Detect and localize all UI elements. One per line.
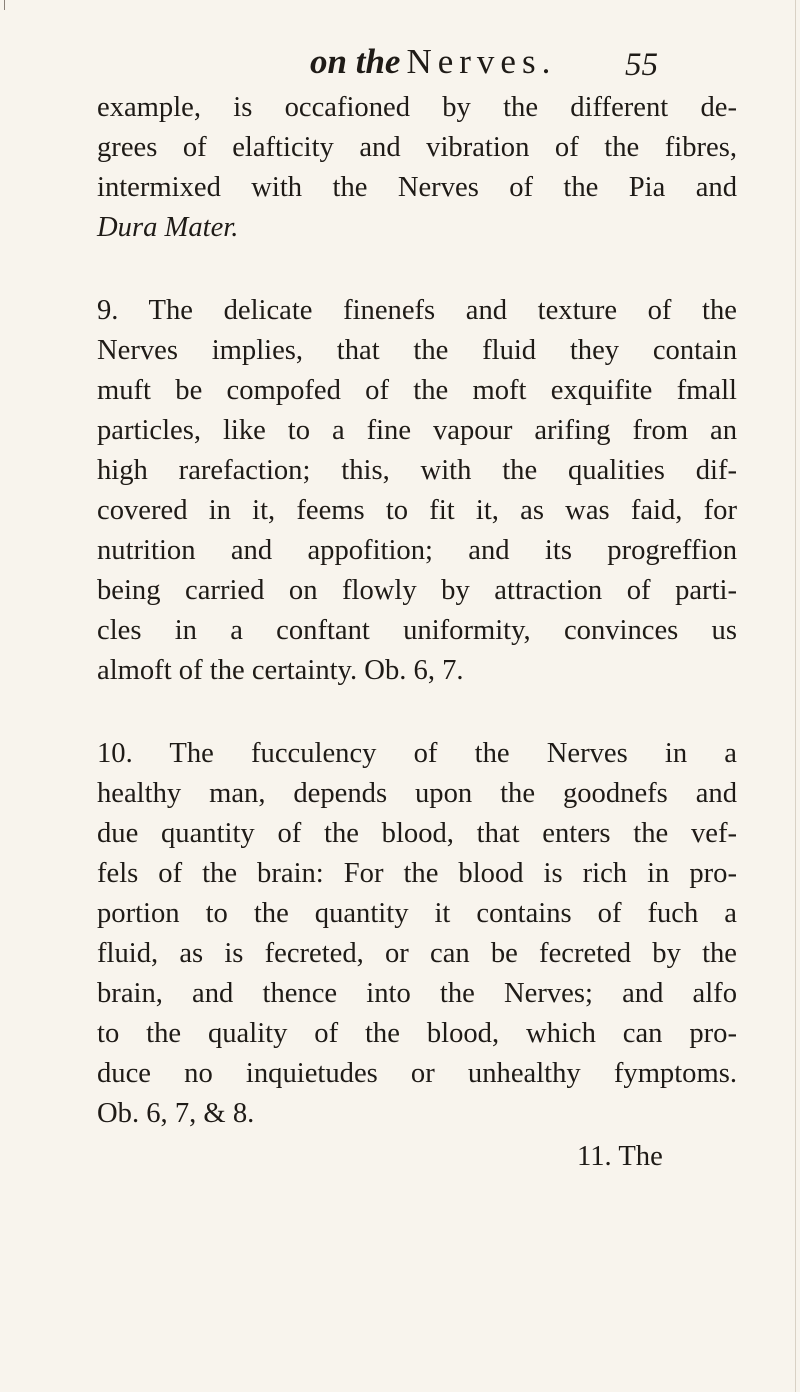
text-line: fluid, as is fecreted, or can be fecreted by the	[97, 938, 737, 969]
text-line: Ob. 6, 7, & 8.	[97, 1098, 255, 1129]
text-line: cles in a conftant uniformity, convinces us	[97, 615, 737, 646]
text-line: due quantity of the blood, that enters the vef-	[97, 818, 737, 849]
text-line: Dura Mater.	[97, 212, 239, 243]
text-line: brain, and thence into the Nerves; and alfo	[97, 978, 737, 1009]
running-title-italic: on the	[310, 42, 401, 81]
corner-mark	[4, 0, 5, 10]
text-line: covered in it, feems to fit it, as was faid, for	[97, 495, 737, 526]
catchword: 11. The	[577, 1141, 663, 1172]
text-line: particles, like to a fine vapour arifing from an	[97, 415, 737, 446]
running-title-caps: Nerves.	[406, 42, 557, 81]
text-line: Nerves implies, that the fluid they contain	[97, 335, 737, 366]
text-line: almoft of the certainty. Ob. 6, 7.	[97, 655, 464, 686]
text-line: being carried on flowly by attraction of parti-	[97, 575, 737, 606]
text-line: to the quality of the blood, which can pro-	[97, 1018, 737, 1049]
text-line: example, is occafioned by the different de-	[97, 92, 737, 123]
text-line: duce no inquietudes or unhealthy fymptoms.	[97, 1058, 737, 1089]
text-line: grees of elafticity and vibration of the fibres,	[97, 132, 737, 163]
text-line: nutrition and appofition; and its progreffion	[97, 535, 737, 566]
text-line: 10. The fucculency of the Nerves in a	[97, 738, 737, 769]
body-text	[97, 88, 737, 1134]
text-line: fels of the brain: For the blood is rich in pro-	[97, 858, 737, 889]
text-line: healthy man, depends upon the goodnefs and	[97, 778, 737, 809]
page-number: 55	[625, 47, 658, 83]
text-line: portion to the quantity it contains of fuch a	[97, 898, 737, 929]
paragraph-gap	[97, 248, 737, 291]
text-line: 9. The delicate finenefs and texture of the	[97, 295, 737, 326]
text-line: muft be compofed of the moft exquifite fmall	[97, 375, 737, 406]
page-edge	[795, 0, 796, 1392]
text-line: intermixed with the Nerves of the Pia and	[97, 172, 737, 203]
text-line: high rarefaction; this, with the qualities dif-	[97, 455, 737, 486]
running-title	[310, 44, 556, 79]
paragraph-gap	[97, 691, 737, 734]
